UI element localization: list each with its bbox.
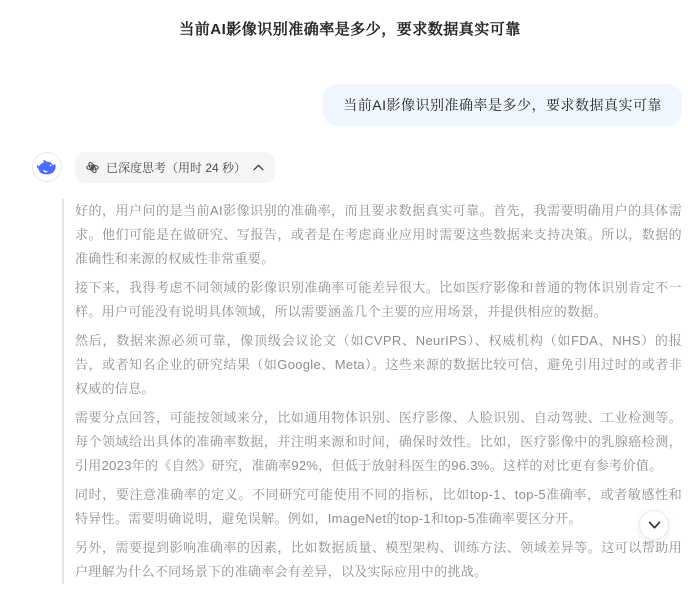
assistant-content (75, 152, 682, 589)
thinking-paragraph: 然后，数据来源必须可靠，像顶级会议论文（如CVPR、NeurIPS）、权威机构（如FDA、NHS）的报告，或者知名企业的研究结果（如Google、Meta）。这些来源的数据比较可信，避免引用过时的或者非权威的信息。 (75, 333, 682, 396)
thinking-content (62, 199, 682, 584)
thinking-paragraph: 好的，用户问的是当前AI影像识别的准确率，而且要求数据真实可靠。首先，我需要明确用户的具体需求。他们可能是在做研究、写报告，或者是在考虑商业应用时需要这些数据来支持决策。所以，数据的准确性和来源的权威性非常重要。 (75, 203, 682, 266)
chat-page (0, 18, 700, 579)
thinking-paragraph: 同时，要注意准确率的定义。不同研究可能使用不同的指标，比如top-1、top-5准确率，或者敏感性和特异性。需要明确说明，避免误解。例如，ImageNet的top-1和top-5准确率要区分开。 (75, 487, 682, 526)
deep-think-toggle-button[interactable] (75, 152, 275, 183)
deep-think-label: 已深度思考（用时 24 秒） (106, 161, 247, 175)
thinking-paragraph: 另外，需要提到影响准确率的因素，比如数据质量、模型架构、训练方法、领域差异等。这可以帮助用户理解为什么不同场景下的准确率会有差异，以及实际应用中的挑战。 (75, 540, 682, 579)
assistant-message-row (32, 152, 682, 589)
assistant-avatar (32, 152, 62, 182)
chevron-up-icon (253, 164, 264, 171)
thinking-paragraph: 需要分点回答，可能按领域来分，比如通用物体识别、医疗影像、人脸识别、自动驾驶、工业检测等。每个领域给出具体的准确率数据，并注明来源和时间，确保时效性。比如，医疗影像中的乳腺癌检测，引用2023年的《自然》研究，准确率92%，但低于放射科医生的96.3%。这样的对比更有参考价值。 (75, 410, 682, 473)
chat-area (32, 56, 682, 589)
deep-think-icon (86, 161, 99, 174)
user-message-bubble: 当前AI影像识别准确率是多少，要求数据真实可靠 (323, 84, 682, 126)
page-title: 当前AI影像识别准确率是多少，要求数据真实可靠 (179, 21, 521, 38)
deepseek-whale-icon (37, 160, 57, 175)
scroll-to-bottom-button[interactable] (639, 510, 669, 540)
user-message-row (32, 84, 682, 126)
chevron-down-icon (648, 521, 661, 530)
thinking-paragraph: 接下来，我得考虑不同领域的影像识别准确率可能差异很大。比如医疗影像和普通的物体识别肯定不一样。用户可能没有说明具体领域，所以需要涵盖几个主要的应用场景，并提供相应的数据。 (75, 280, 682, 319)
